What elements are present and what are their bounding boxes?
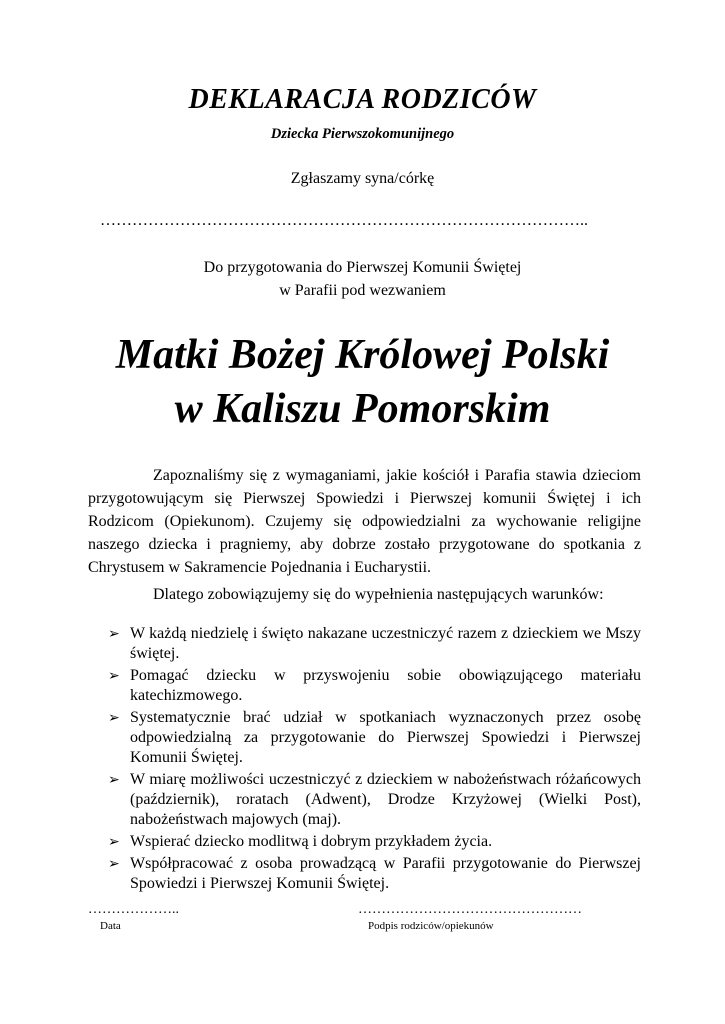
signature-fill-line[interactable]: ………………………………………… [358,902,582,917]
date-label: Data [100,920,121,932]
parish-name-line-1: Matki Bożej Królowej Polski [115,332,610,378]
list-item [108,624,641,664]
document-title: DEKLARACJA RODZICÓW [188,84,537,115]
arrow-bullet-icon: ➢ [108,834,120,850]
condition-text: Systematycznie brać udział w spotkaniach wyznaczonych przez osobę odpowiedzialną za przygotowanie do Pierwszej Spowiedzi i Pierwszej Komunii Świętej. [130,709,641,766]
conditions-list [108,624,641,896]
arrow-bullet-icon: ➢ [108,626,120,642]
list-item [108,854,641,894]
condition-text: Pomagać dziecku w przyswojeniu sobie obowiązującego materiału katechizmowego. [130,667,641,704]
preparation-line-1: Do przygotowania do Pierwszej Komunii Świętej [203,259,522,276]
preparation-text [0,256,725,302]
condition-text: Współpracować z osoba prowadzącą w Parafii przygotowanie do Pierwszej Spowiedzi i Pierwszej Komunii Świętej. [130,855,641,892]
signature-label: Podpis rodziców/opiekunów [368,920,494,932]
document-subtitle: Dziecka Pierwszokomunijnego [270,126,455,142]
arrow-bullet-icon: ➢ [108,856,120,872]
list-item [108,666,641,706]
body-paragraph-1: Zapoznaliśmy się z wymaganiami, jakie kościół i Parafia stawia dzieciom przygotowującym się Pierwszej Spowiedzi i Pierwszej komunii Świętej i ich Rodzicom (Opiekunom). Czujemy się odpowiedzialni za wychowanie religijne naszego dziecka i pragniemy, aby dobrze zostało przygotowane do spotkania z Chrystusem w Sakramencie Pojednania i Eucharystii. [88,467,641,576]
arrow-bullet-icon: ➢ [108,772,120,788]
condition-text: W każdą niedzielę i święto nakazane uczestniczyć razem z dzieckiem we Mszy świętej. [130,625,641,662]
preparation-line-2: w Parafii pod wezwaniem [279,282,446,299]
arrow-bullet-icon: ➢ [108,668,120,684]
condition-text: Wspierać dziecko modlitwą i dobrym przykładem życia. [130,833,493,850]
arrow-bullet-icon: ➢ [108,710,120,726]
body-paragraph-2: Dlatego zobowiązujemy się do wypełnienia następujących warunków: [153,586,604,603]
condition-text: W miarę możliwości uczestniczyć z dzieckiem w nabożeństwach różańcowych (październik), roratach (Adwent), Drodze Krzyżowej (Wielki Post), nabożeństwach majowych (maj). [130,771,641,828]
list-item [108,770,641,830]
parish-name-line-2: w Kaliszu Pomorskim [174,386,551,432]
child-name-fill-line[interactable]: ……………………………………………………………………………….. [100,212,588,229]
list-item [108,708,641,768]
list-item [108,832,641,852]
date-fill-line[interactable]: ……………….. [88,902,179,917]
parish-name [0,328,725,436]
declaration-text: Zgłaszamy syna/córkę [290,170,435,187]
